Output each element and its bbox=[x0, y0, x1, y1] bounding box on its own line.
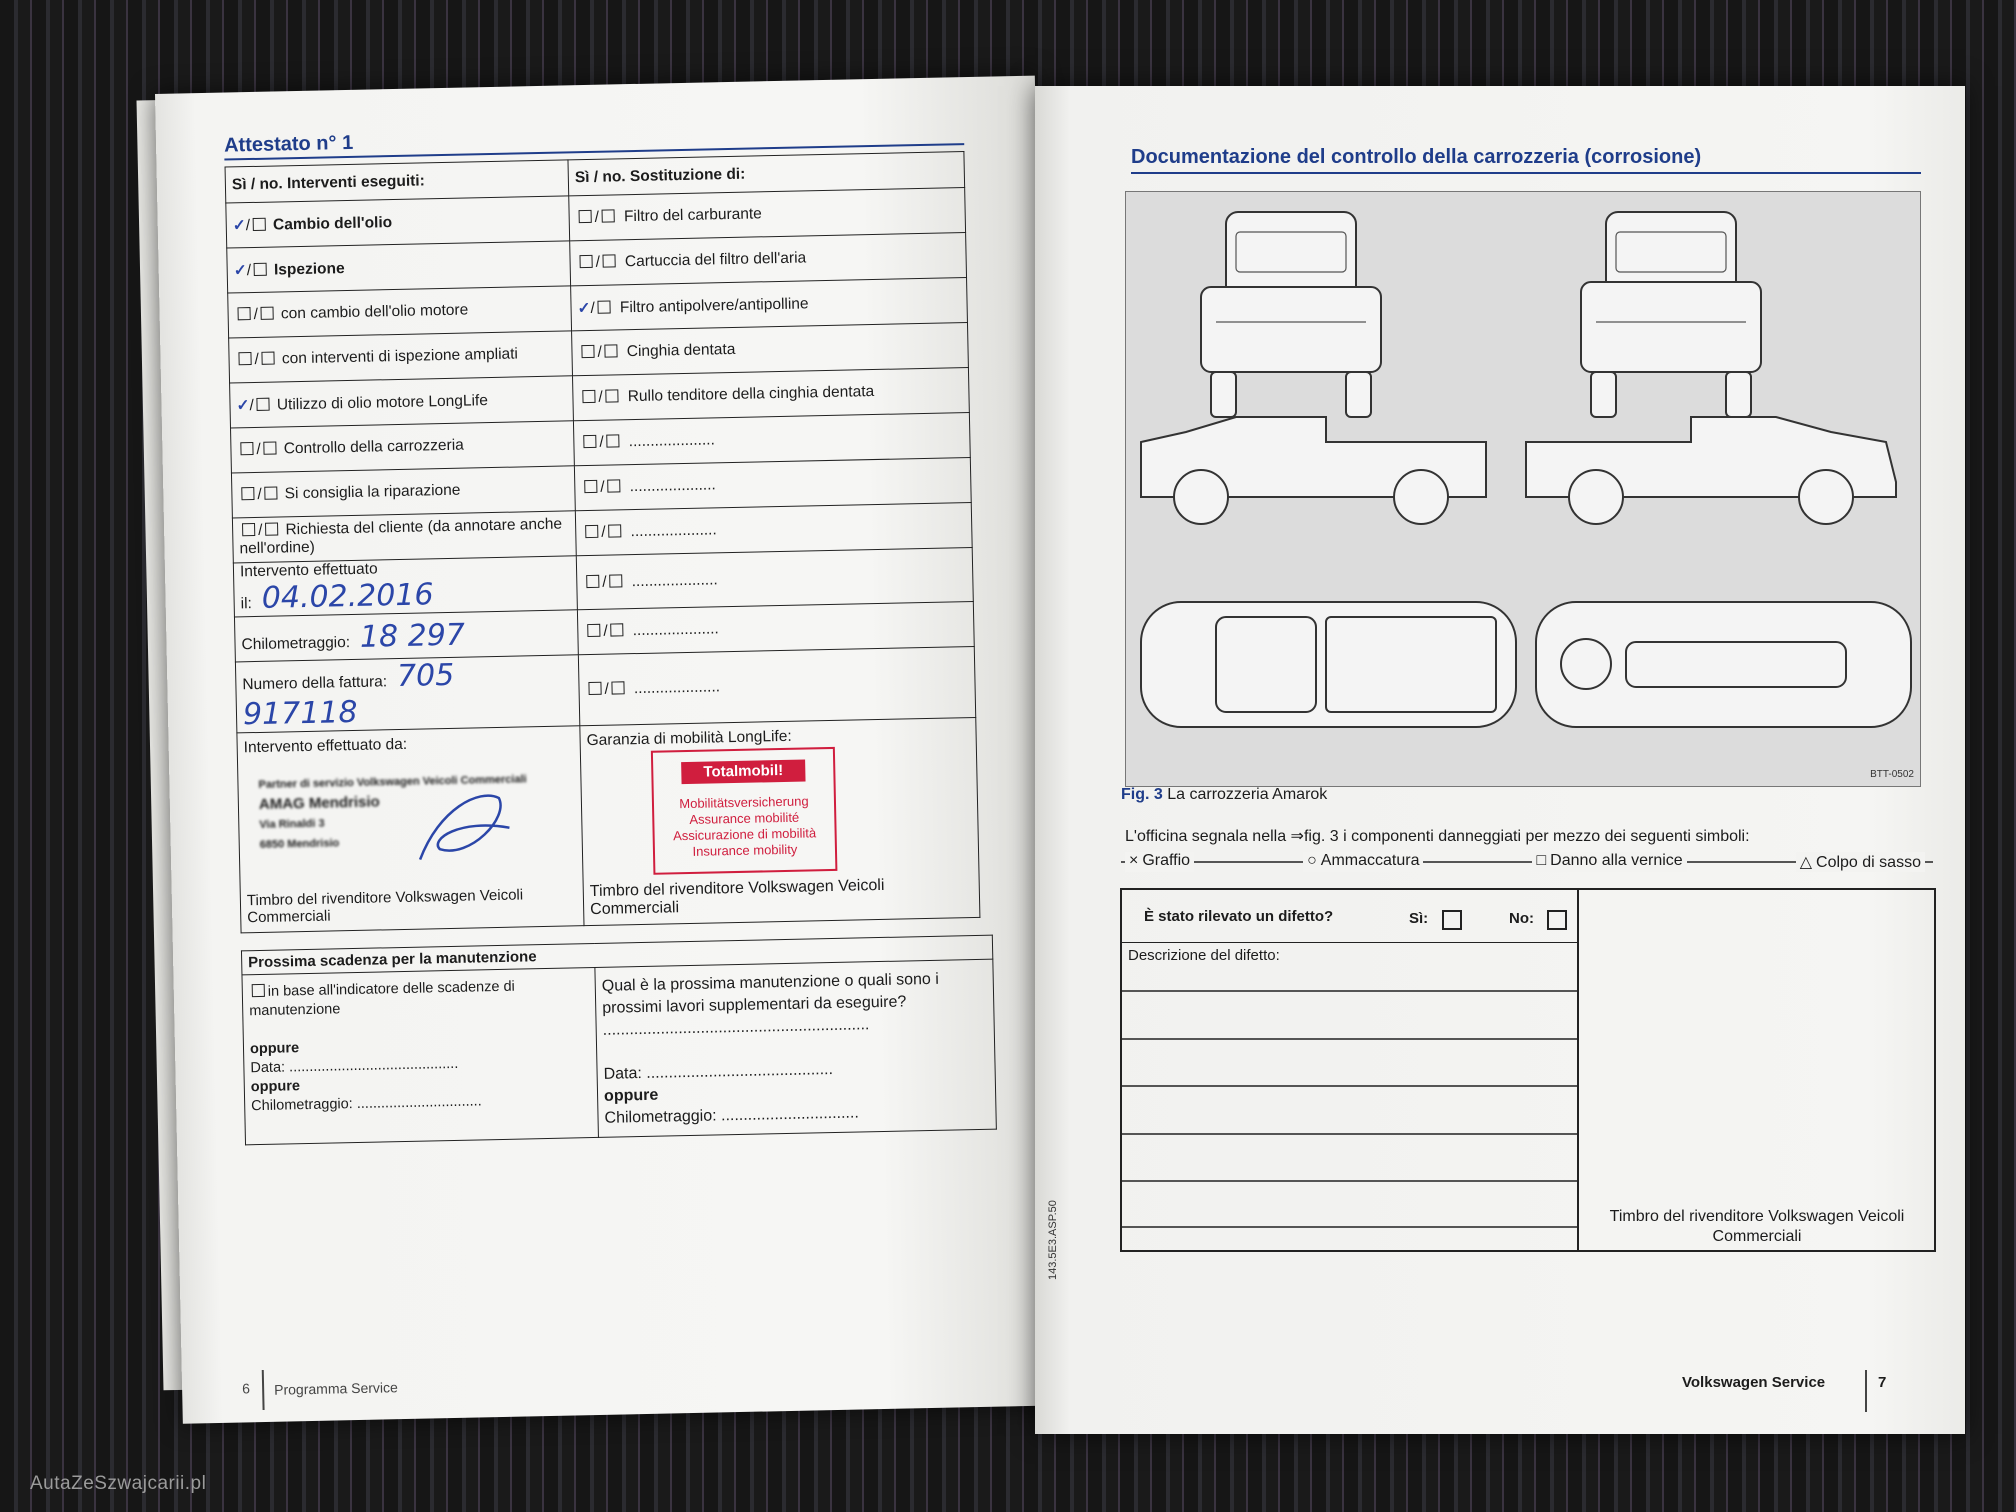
legend-intro: L'officina segnala nella ⇒fig. 3 i componenti danneggiati per mezzo dei seguenti simboli: bbox=[1125, 828, 1750, 845]
checkbox-indicator[interactable] bbox=[252, 984, 265, 997]
symbol-label: Graffio bbox=[1142, 852, 1191, 869]
dealer-line4: 6850 Mendrisio bbox=[259, 837, 340, 851]
table-cell-right bbox=[578, 646, 975, 725]
row-right-label: Rullo tenditore della cinghia dentata bbox=[627, 383, 875, 406]
col1-header: Sì / no. Interventi eseguiti: bbox=[225, 160, 569, 203]
service-table bbox=[225, 151, 981, 933]
next-km2[interactable]: Chilometraggio: ............................... bbox=[604, 1104, 859, 1127]
table-cell-left bbox=[229, 331, 573, 383]
totalmobil-line: Assurance mobilité bbox=[689, 809, 800, 827]
checkbox-right-4[interactable]: / bbox=[579, 388, 622, 406]
row-right-label: .................... bbox=[633, 678, 721, 698]
next-question: Qual è la prossima manutenzione o quali sono i prossimi lavori supplementari da eseguire? bbox=[601, 970, 939, 1017]
table-cell-left bbox=[231, 466, 575, 518]
table-cell-right bbox=[576, 547, 973, 609]
checkbox-left-7[interactable]: / bbox=[239, 521, 282, 539]
next-maintenance-table bbox=[241, 935, 997, 1146]
checkbox-left-1[interactable]: ✓/ bbox=[234, 261, 271, 279]
timbro-right: Timbro del rivenditore Volkswagen Veicoli Commerciali bbox=[589, 876, 885, 919]
dealer-line3: Via Rinaldi 3 bbox=[259, 817, 325, 831]
right-timbro: Timbro del rivenditore Volkswagen Veicoli Commerciali bbox=[1609, 1208, 1905, 1245]
totalmobil-stamp bbox=[651, 747, 838, 875]
defect-question: È stato rilevato un difetto? bbox=[1144, 908, 1334, 925]
checkbox-left-6[interactable]: / bbox=[238, 485, 281, 503]
defect-description-label: Descrizione del difetto: bbox=[1128, 947, 1280, 964]
symbol-label: Colpo di sasso bbox=[1816, 854, 1921, 871]
fig-caption bbox=[1121, 786, 1327, 804]
defect-write-line[interactable] bbox=[1122, 990, 1577, 992]
row-right-label: .................... bbox=[632, 620, 719, 640]
symbol-label: Ammaccatura bbox=[1320, 852, 1420, 869]
stamp-row bbox=[237, 717, 980, 932]
table-cell-left bbox=[227, 241, 571, 293]
fig-caption-num: Fig. 3 bbox=[1121, 786, 1163, 803]
footer-text-left: Programma Service bbox=[273, 1379, 399, 1398]
symbol-icon: × bbox=[1129, 852, 1139, 869]
checkbox-right-6[interactable]: / bbox=[581, 478, 624, 496]
row-left-label: con cambio dell'olio motore bbox=[280, 301, 469, 323]
table-cell-left bbox=[231, 421, 575, 473]
next-opt1: in base all'indicatore delle scadenze di manutenzione bbox=[249, 978, 515, 1020]
side-code: 143.5E3.ASP.50 bbox=[1047, 1200, 1059, 1280]
next-km-field[interactable]: Chilometraggio: ............................... bbox=[251, 1093, 482, 1115]
defect-write-line[interactable] bbox=[1122, 1180, 1577, 1182]
defect-write-line[interactable] bbox=[1122, 1133, 1577, 1135]
defect-question-row bbox=[1122, 890, 1579, 943]
row-right-label: .................... bbox=[630, 521, 717, 541]
table-cell-left bbox=[233, 556, 577, 617]
footer-text-right: Volkswagen Service bbox=[1682, 1374, 1826, 1391]
effettuato-da-label: Intervento effettuato da: bbox=[243, 735, 408, 757]
checkbox-left-3[interactable]: / bbox=[235, 350, 278, 368]
row-right-label: Filtro antipolvere/antipolline bbox=[619, 294, 809, 316]
car-drawings bbox=[1126, 192, 1920, 786]
row-left-label: Richiesta del cliente (da annotare anche nell'ordine) bbox=[239, 515, 563, 558]
symbol-item bbox=[1125, 852, 1194, 872]
symbol-item bbox=[1796, 852, 1925, 872]
totalmobil-title: Totalmobil! bbox=[681, 760, 805, 785]
oppure-2: oppure bbox=[250, 1078, 301, 1096]
table-cell-left bbox=[226, 196, 570, 248]
watermark: AutaZeSzwajcarii.pl bbox=[30, 1473, 207, 1494]
footer-divider-right bbox=[1865, 1370, 1867, 1412]
checkbox-right-9[interactable]: / bbox=[584, 622, 627, 640]
stamp-cell-right bbox=[580, 717, 980, 925]
checkbox-right-8[interactable]: / bbox=[583, 573, 626, 591]
next-data2[interactable]: Data: .......................................... bbox=[603, 1061, 834, 1083]
checkbox-left-0[interactable]: ✓/ bbox=[233, 216, 270, 234]
row-left-label: Ispezione bbox=[273, 259, 345, 279]
fig-ref-code: BTT-0502 bbox=[1870, 769, 1914, 780]
si-label: Sì: bbox=[1409, 910, 1429, 927]
row-right-label: Filtro del carburante bbox=[623, 205, 762, 226]
symbol-icon: △ bbox=[1799, 854, 1813, 871]
symbols-row bbox=[1125, 852, 1925, 872]
defect-write-line[interactable] bbox=[1122, 1038, 1577, 1040]
oppure-3: oppure bbox=[603, 1086, 659, 1105]
symbol-item bbox=[1303, 852, 1423, 872]
timbro-left: Timbro del rivenditore Volkswagen Veicoli Commerciali bbox=[246, 886, 524, 927]
defect-write-line[interactable] bbox=[1122, 1085, 1577, 1087]
right-title-rule bbox=[1131, 172, 1921, 174]
col2-header: Sì / no. Sostituzione di: bbox=[568, 152, 965, 196]
checkbox-right-5[interactable]: / bbox=[580, 433, 623, 451]
row-right-label: Cartuccia del filtro dell'aria bbox=[624, 249, 807, 271]
oppure-1: oppure bbox=[249, 1040, 300, 1058]
row-right-label: .................... bbox=[631, 570, 718, 590]
table-cell-left bbox=[234, 610, 578, 662]
symbol-label: Danno alla vernice bbox=[1550, 852, 1683, 869]
row-right-label: .................... bbox=[628, 431, 715, 451]
checkbox-right-10[interactable]: / bbox=[585, 680, 628, 698]
totalmobil-line: Assicurazione di mobilità bbox=[672, 825, 817, 844]
symbol-icon: □ bbox=[1536, 852, 1547, 869]
row-left-label: Controllo della carrozzeria bbox=[283, 436, 464, 458]
page-number-right: 7 bbox=[1878, 1374, 1887, 1391]
table-cell-left bbox=[230, 376, 574, 428]
right-title: Documentazione del controllo della carrozzeria (corrosione) bbox=[1131, 146, 1702, 168]
intervento-value[interactable]: 04.02.2016 bbox=[261, 577, 434, 616]
row-right-label: Cinghia dentata bbox=[626, 340, 736, 361]
checkbox-right-1[interactable]: / bbox=[576, 253, 619, 271]
fattura-value[interactable]: 705 917118 bbox=[242, 657, 455, 733]
checkbox-left-4[interactable]: ✓/ bbox=[236, 396, 273, 414]
row-right-label: .................... bbox=[629, 476, 716, 496]
symbol-item bbox=[1532, 852, 1686, 872]
totalmobil-line: Insurance mobility bbox=[692, 841, 798, 859]
row-left-label: Utilizzo di olio motore LongLife bbox=[276, 391, 489, 414]
table-cell-left bbox=[232, 511, 576, 563]
left-page bbox=[155, 76, 1063, 1424]
garanzia-label: Garanzia di mobilità LongLife: bbox=[586, 727, 792, 750]
dealer-line2: AMAG Mendrisio bbox=[258, 793, 380, 813]
table-cell-left bbox=[235, 655, 579, 733]
footer-divider-left bbox=[262, 1370, 264, 1410]
defect-divider bbox=[1577, 890, 1579, 1250]
no-checkbox[interactable] bbox=[1547, 910, 1567, 930]
attestato-title: Attestato n° 1 bbox=[223, 131, 354, 157]
checkbox-left-5[interactable]: / bbox=[237, 440, 280, 458]
next-maintenance-title: Prossima scadenza per la manutenzione bbox=[241, 935, 992, 975]
row-left-label: con interventi di ispezione ampliati bbox=[281, 345, 519, 368]
dealer-line1: Partner di servizio Volkswagen Veicoli Commerciali bbox=[258, 773, 527, 791]
intervento-label: Intervento effettuato il: bbox=[239, 560, 378, 613]
table-cell-left bbox=[228, 286, 572, 338]
signature bbox=[398, 768, 520, 880]
defect-box bbox=[1120, 888, 1936, 1252]
km-value[interactable]: 18 297 bbox=[359, 617, 466, 655]
no-label: No: bbox=[1509, 910, 1534, 927]
car-diagram bbox=[1125, 191, 1921, 787]
checkbox-right-3[interactable]: / bbox=[578, 343, 621, 361]
row-left-label: Cambio dell'olio bbox=[272, 213, 393, 234]
page-number-left: 6 bbox=[241, 1380, 251, 1397]
fattura-label: Numero della fattura: bbox=[242, 673, 388, 694]
si-checkbox[interactable] bbox=[1442, 910, 1462, 930]
next-data-field[interactable]: Data: .......................................... bbox=[250, 1055, 459, 1077]
stamp-cell-left bbox=[237, 726, 584, 933]
checkbox-right-0[interactable]: / bbox=[576, 208, 619, 226]
checkbox-right-2[interactable]: ✓/ bbox=[577, 299, 614, 317]
km-label: Chilometraggio: bbox=[241, 633, 351, 653]
checkbox-left-2[interactable]: / bbox=[234, 305, 277, 323]
symbol-icon: ○ bbox=[1307, 852, 1317, 869]
checkbox-right-7[interactable]: / bbox=[582, 523, 625, 541]
next-dots[interactable]: ............................................................ bbox=[602, 1016, 870, 1039]
totalmobil-line: Mobilitätsversicherung bbox=[679, 793, 809, 812]
fig-caption-text: La carrozzeria Amarok bbox=[1167, 786, 1328, 803]
defect-write-line[interactable] bbox=[1122, 1226, 1577, 1228]
row-left-label: Si consiglia la riparazione bbox=[284, 481, 461, 503]
